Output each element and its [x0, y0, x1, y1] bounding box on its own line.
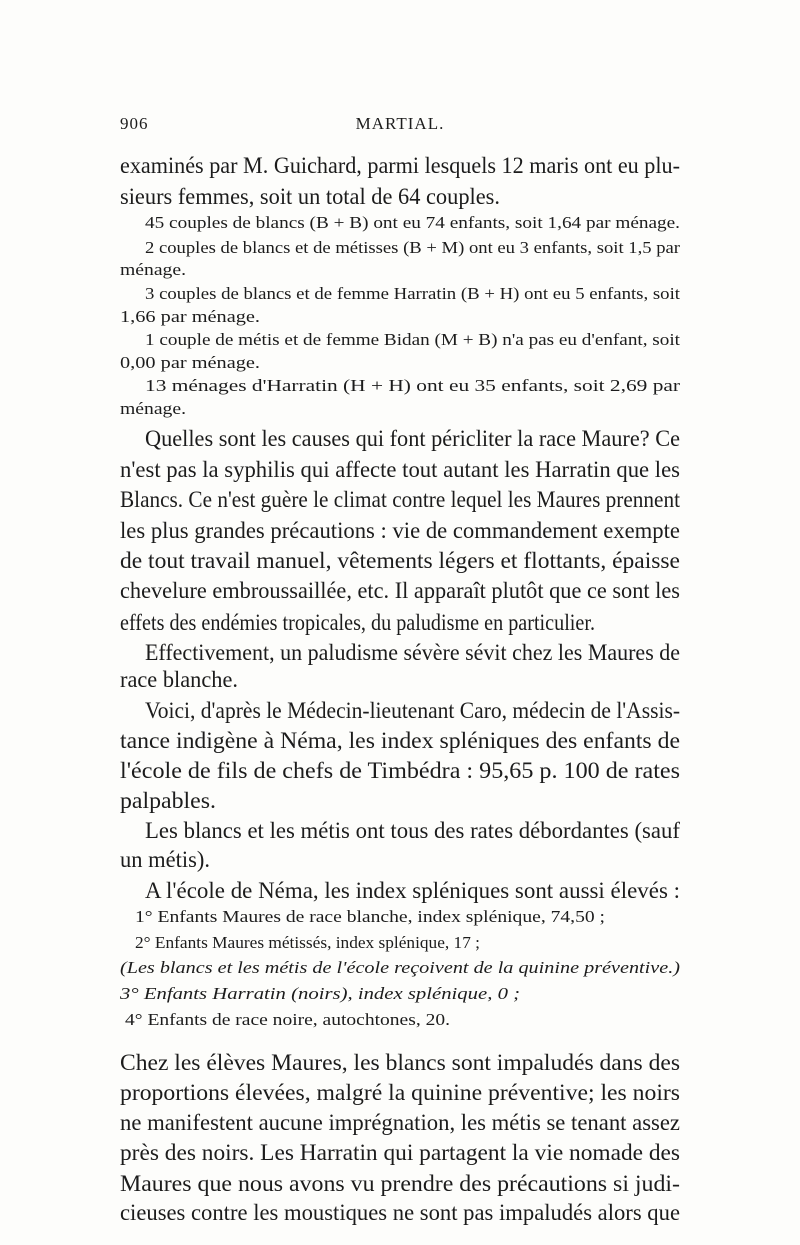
text-line: 4° Enfants de race noire, autochtones, 20. [125, 1010, 450, 1029]
text-line: 1° Enfants Maures de race blanche, index splénique, 74,50 ; [135, 907, 605, 926]
text-line: effets des endémies tropicales, du paludisme en particulier. [120, 610, 595, 635]
text-line: Les blancs et les métis ont tous des rates débordantes (sauf [145, 818, 680, 843]
text-line: un métis). [120, 847, 210, 872]
text-line: près des noirs. Les Harratin qui partagent la vie nomade des [120, 1140, 680, 1165]
text-line: A l'école de Néma, les index spléniques sont aussi élevés : [145, 878, 680, 903]
text-line: Voici, d'après le Médecin-lieutenant Caro, médecin de l'Assis- [145, 698, 680, 723]
text-line: cieuses contre les moustiques ne sont pas impaludés alors que [120, 1200, 680, 1225]
text-line: 1,66 par ménage. [120, 307, 260, 326]
text-line: 2 couples de blancs et de métisses (B + M) ont eu 3 enfants, soit 1,5 par [145, 238, 680, 257]
text-line: Maures que nous avons vu prendre des précautions si judi- [120, 1171, 681, 1196]
page-header [120, 114, 680, 138]
text-line: ménage. [120, 260, 186, 279]
text-line: 3° Enfants Harratin (noirs), index splénique, 0 ; [120, 984, 520, 1003]
text-line: Blancs. Ce n'est guère le climat contre lequel les Maures prennent [120, 487, 680, 512]
text-line: 13 ménages d'Harratin (H + H) ont eu 35 enfants, soit 2,69 par [145, 376, 680, 395]
text-line: sieurs femmes, soit un total de 64 couples. [120, 184, 500, 209]
text-line: 3 couples de blancs et de femme Harratin (B + H) ont eu 5 enfants, soit [145, 284, 680, 303]
text-line: tance indigène à Néma, les index spléniques des enfants de [120, 728, 680, 753]
text-line: Chez les élèves Maures, les blancs sont impaludés dans des [120, 1050, 680, 1075]
running-head: MARTIAL. [355, 114, 445, 133]
text-line: palpables. [120, 788, 216, 813]
text-line: race blanche. [120, 667, 238, 692]
page-number: 906 [120, 114, 149, 133]
text-line: proportions élevées, malgré la quinine préventive; les noirs [120, 1080, 680, 1105]
text-line: ménage. [120, 399, 186, 418]
text-line: ne manifestent aucune imprégnation, les métis se tenant assez [120, 1110, 680, 1135]
text-line: (Les blancs et les métis de l'école reçoivent de la quinine préventive.) [120, 958, 680, 977]
text-line: 45 couples de blancs (B + B) ont eu 74 enfants, soit 1,64 par ménage. [145, 213, 680, 232]
text-line: examinés par M. Guichard, parmi lesquels 12 maris ont eu plu- [120, 153, 680, 178]
text-line: chevelure embroussaillée, etc. Il apparaît plutôt que ce sont les [120, 578, 680, 603]
text-line: Effectivement, un paludisme sévère sévit chez les Maures de [145, 640, 680, 665]
text-line: l'école de fils de chefs de Timbédra : 95,65 p. 100 de rates [120, 758, 680, 783]
text-line: n'est pas la syphilis qui affecte tout autant les Harratin que les [120, 457, 680, 482]
text-line: Quelles sont les causes qui font péricliter la race Maure? Ce [145, 426, 680, 451]
text-line: de tout travail manuel, vêtements légers et flottants, épaisse [120, 548, 680, 573]
text-line: 2° Enfants Maures métissés, index splénique, 17 ; [135, 933, 481, 952]
text-line: les plus grandes précautions : vie de commandement exempte [120, 518, 680, 543]
text-line: 0,00 par ménage. [120, 353, 260, 372]
text-line: 1 couple de métis et de femme Bidan (M + B) n'a pas eu d'enfant, soit [145, 330, 680, 349]
